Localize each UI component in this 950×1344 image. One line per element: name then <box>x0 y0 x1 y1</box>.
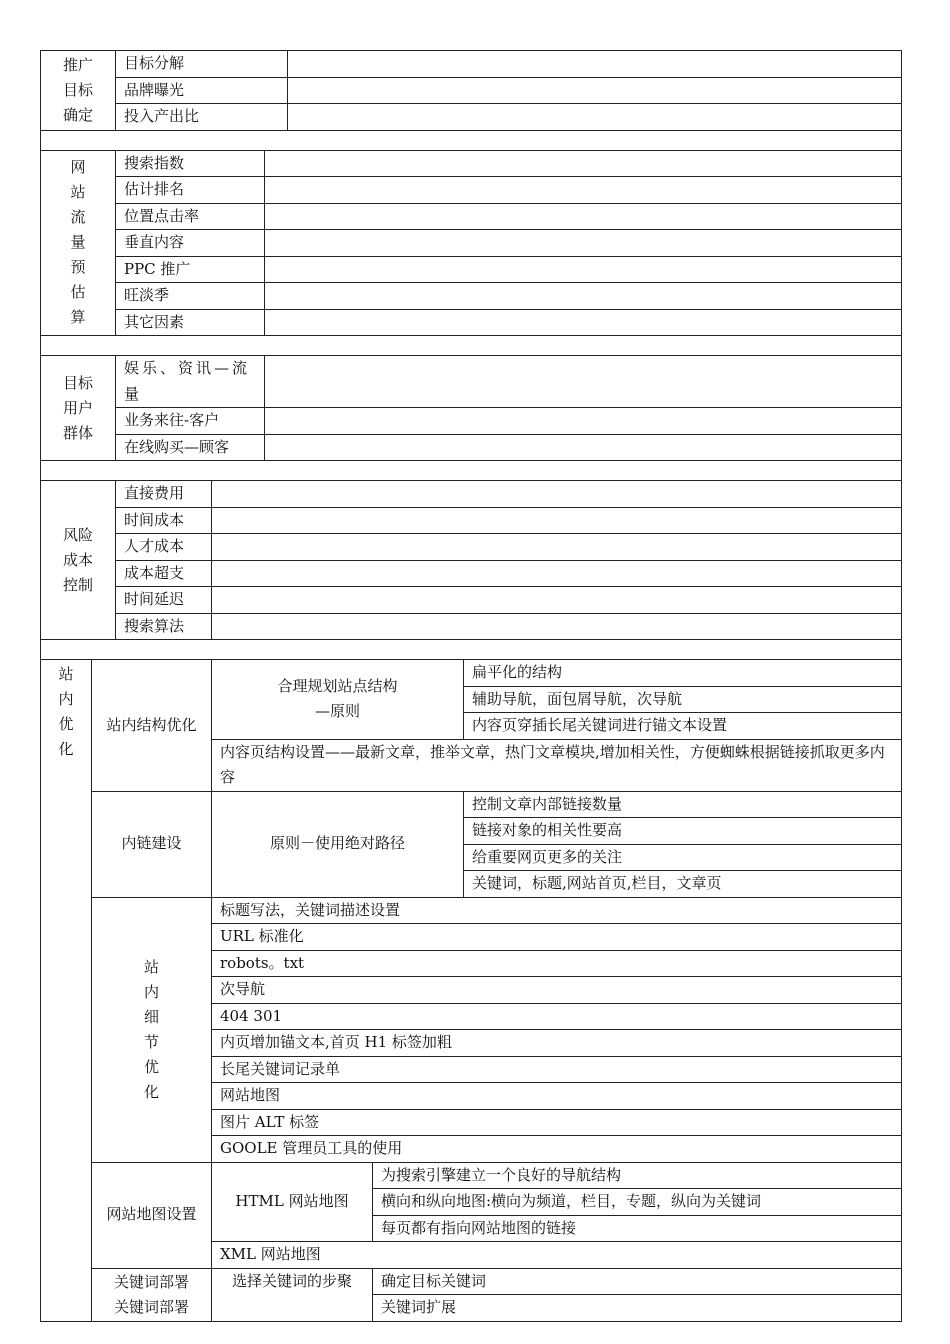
traffic-value <box>265 309 902 336</box>
structure-label: 站内结构优化 <box>92 660 212 792</box>
detail-item: GOOLE 管理员工具的使用 <box>212 1136 902 1163</box>
traffic-value <box>265 230 902 257</box>
risk-cost-item: 成本超支 <box>116 560 212 587</box>
risk-cost-value <box>212 507 902 534</box>
risk-cost-item: 时间延迟 <box>116 587 212 614</box>
target-user-value <box>265 434 902 461</box>
sitemap-label: 网站地图设置 <box>92 1162 212 1268</box>
seo-plan-sheet <box>40 50 902 1322</box>
internal-links-principle: 原则－使用绝对路径 <box>212 791 464 897</box>
internal-link-item: 给重要网页更多的关注 <box>464 844 902 871</box>
detail-item: 图片 ALT 标签 <box>212 1109 902 1136</box>
target-users-table <box>40 355 902 481</box>
internal-link-item: 关键词，标题,网站首页,栏目，文章页 <box>464 871 902 898</box>
risk-cost-heading: 风险 成本 控制 <box>41 481 116 640</box>
risk-cost-item: 直接费用 <box>116 481 212 508</box>
traffic-item: 位置点击率 <box>116 203 265 230</box>
traffic-item: PPC 推广 <box>116 256 265 283</box>
traffic-value <box>265 256 902 283</box>
target-user-value <box>265 408 902 435</box>
promotion-goal-item: 投入产出比 <box>116 104 288 131</box>
risk-cost-table <box>40 480 902 660</box>
content-page-structure: 内容页结构设置——最新文章，推举文章，热门文章模块,增加相关性，方便蜘蛛根据链接抓取更多内容 <box>212 739 902 791</box>
detail-item: 网站地图 <box>212 1083 902 1110</box>
structure-item: 扁平化的结构 <box>464 660 902 687</box>
risk-cost-value <box>212 481 902 508</box>
internal-link-item: 控制文章内部链接数量 <box>464 791 902 818</box>
risk-cost-item: 时间成本 <box>116 507 212 534</box>
structure-item: 内容页穿插长尾关键词进行锚文本设置 <box>464 713 902 740</box>
internal-link-item: 链接对象的相关性要高 <box>464 818 902 845</box>
detail-item: robots。txt <box>212 950 902 977</box>
risk-cost-item: 搜索算法 <box>116 613 212 640</box>
target-user-item: 娱乐、资讯—流量 <box>116 356 265 408</box>
traffic-item: 垂直内容 <box>116 230 265 257</box>
target-user-item: 业务来往-客户 <box>116 408 265 435</box>
onsite-heading: 站 内 优 化 <box>41 660 92 1322</box>
section-separator <box>41 336 902 356</box>
section-separator <box>41 130 902 150</box>
detail-item: 标题写法，关键词描述设置 <box>212 897 902 924</box>
promotion-goals-heading: 推广 目标 确定 <box>41 51 116 131</box>
promotion-goal-value <box>288 51 902 78</box>
risk-cost-value <box>212 534 902 561</box>
detail-item: URL 标准化 <box>212 924 902 951</box>
traffic-value <box>265 150 902 177</box>
risk-cost-item: 人才成本 <box>116 534 212 561</box>
section-separator <box>41 461 902 481</box>
target-user-value <box>265 356 902 408</box>
keyword-steps-label: 选择关键词的步聚 <box>212 1268 373 1321</box>
detail-item: 长尾关键词记录单 <box>212 1056 902 1083</box>
traffic-value <box>265 177 902 204</box>
xml-sitemap: XML 网站地图 <box>212 1242 902 1269</box>
html-sitemap-item: 横向和纵向地图:横向为频道，栏目，专题，纵向为关键词 <box>373 1189 902 1216</box>
promotion-goal-value <box>288 77 902 104</box>
target-users-heading: 目标 用户 群体 <box>41 356 116 461</box>
risk-cost-value <box>212 560 902 587</box>
traffic-item: 旺淡季 <box>116 283 265 310</box>
promotion-goals-table <box>40 50 902 151</box>
html-sitemap-item: 每页都有指向网站地图的链接 <box>373 1215 902 1242</box>
risk-cost-value <box>212 587 902 614</box>
traffic-estimation-heading: 网 站 流 量 预 估 算 <box>41 150 116 336</box>
section-separator <box>41 640 902 660</box>
traffic-value <box>265 203 902 230</box>
internal-links-label: 内链建设 <box>92 791 212 897</box>
traffic-item: 搜索指数 <box>116 150 265 177</box>
risk-cost-value <box>212 613 902 640</box>
keywords-label: 关键词部署 关键词部署 <box>92 1268 212 1321</box>
structure-item: 辅助导航，面包屑导航，次导航 <box>464 686 902 713</box>
detail-item: 次导航 <box>212 977 902 1004</box>
onsite-optimization-table <box>40 659 902 1322</box>
promotion-goal-item: 目标分解 <box>116 51 288 78</box>
keyword-step: 关键词扩展 <box>373 1295 902 1322</box>
traffic-value <box>265 283 902 310</box>
traffic-estimation-table <box>40 150 902 357</box>
structure-principle: 合理规划站点结构 —原则 <box>212 660 464 740</box>
promotion-goal-value <box>288 104 902 131</box>
traffic-item: 估计排名 <box>116 177 265 204</box>
html-sitemap-item: 为搜索引擎建立一个良好的导航结构 <box>373 1162 902 1189</box>
html-sitemap-label: HTML 网站地图 <box>212 1162 373 1242</box>
details-label: 站 内 细 节 优 化 <box>92 897 212 1162</box>
promotion-goal-item: 品牌曝光 <box>116 77 288 104</box>
target-user-item: 在线购买—顾客 <box>116 434 265 461</box>
keyword-step: 确定目标关键词 <box>373 1268 902 1295</box>
detail-item: 内页增加锚文本,首页 H1 标签加粗 <box>212 1030 902 1057</box>
traffic-item: 其它因素 <box>116 309 265 336</box>
detail-item: 404 301 <box>212 1003 902 1030</box>
